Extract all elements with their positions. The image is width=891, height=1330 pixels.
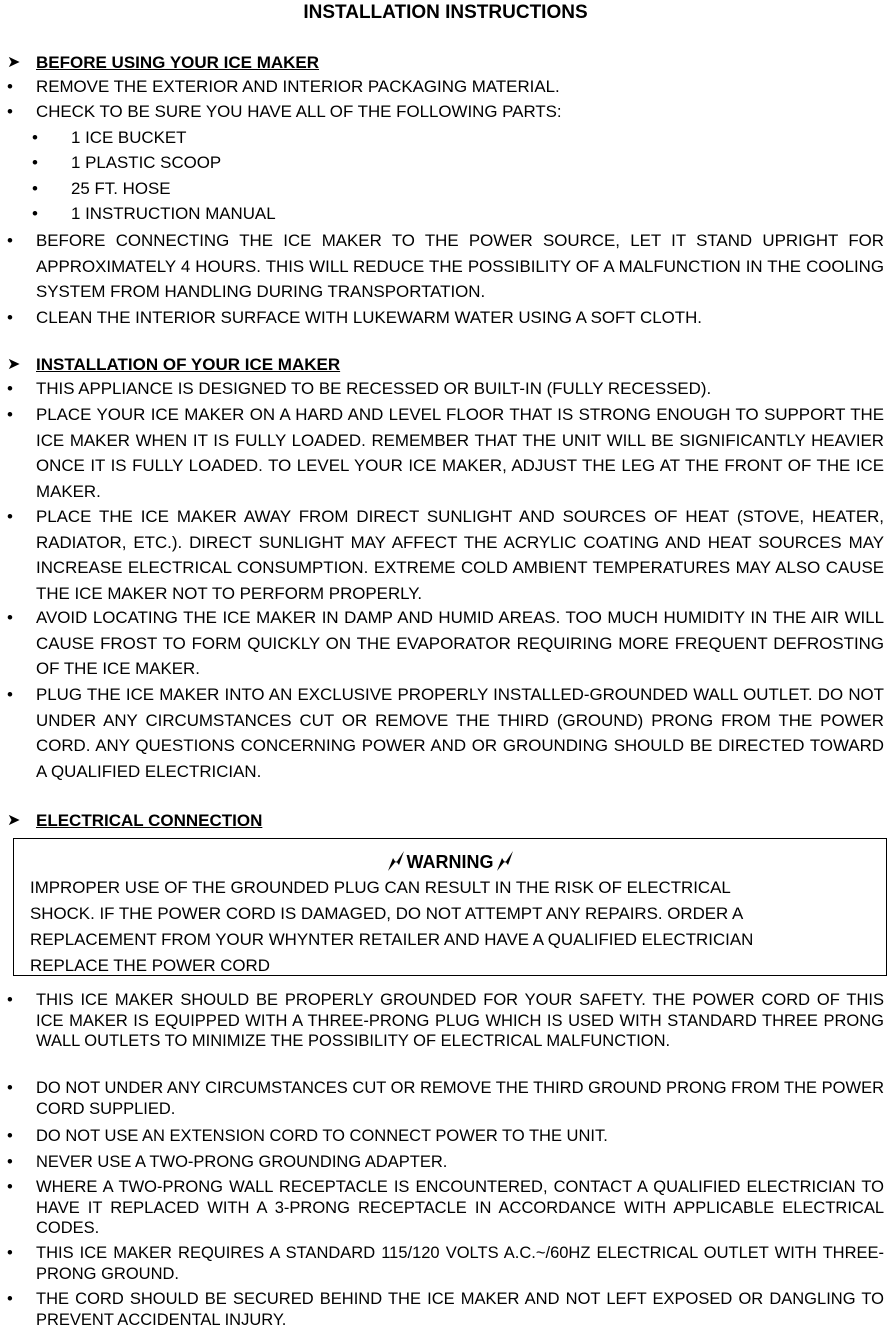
list-item: • THE CORD SHOULD BE SECURED BEHIND THE ICE MAKER AND NOT LEFT EXPOSED OR DANGLING TO PREVENT ACCIDENTAL INJURY. (7, 1290, 884, 1329)
section-heading: ELECTRICAL CONNECTION (36, 811, 263, 830)
page-title: INSTALLATION INSTRUCTIONS (303, 2, 588, 23)
section-heading: INSTALLATION OF YOUR ICE MAKER (36, 355, 341, 374)
arrow-bullet-icon: ➤ (7, 54, 21, 71)
section-heading: BEFORE USING YOUR ICE MAKER (36, 53, 320, 72)
list-item: • NEVER USE A TWO-PRONG GROUNDING ADAPTER. (7, 1153, 448, 1171)
list-item: • CHECK TO BE SURE YOU HAVE ALL OF THE FOLLOWING PARTS: (7, 102, 562, 121)
list-item: • CLEAN THE INTERIOR SURFACE WITH LUKEWARM WATER USING A SOFT CLOTH. (7, 308, 702, 327)
parts-list-item: • 25 FT. HOSE (32, 179, 171, 198)
list-item: • WHERE A TWO-PRONG WALL RECEPTACLE IS ENCOUNTERED, CONTACT A QUALIFIED ELECTRICIAN TO HAVE IT REPLACED WITH A 3-PRONG RECEPTACLE IN ACCORDANCE WITH APPLICABLE ELECTRICAL CODES. (7, 1178, 884, 1237)
lightning-icon (385, 849, 407, 873)
parts-list-item: • 1 PLASTIC SCOOP (32, 153, 222, 172)
list-item: • PLACE THE ICE MAKER AWAY FROM DIRECT SUNLIGHT AND SOURCES OF HEAT (STOVE, HEATER, RADIATOR, ETC.). DIRECT SUNLIGHT MAY AFFECT THE ACRYLIC COATING AND HEAT SOURCES MAY INCREASE ELECTRICAL CONSUMPTION. EXTREME COLD AMBIENT TEMPERATURES MAY ALSO CAUSE THE ICE MAKER NOT TO PERFORM PROPERLY. (7, 507, 884, 603)
list-item: • DO NOT USE AN EXTENSION CORD TO CONNECT POWER TO THE UNIT. (7, 1127, 608, 1145)
list-item: • THIS ICE MAKER REQUIRES A STANDARD 115/120 VOLTS A.C.~/60HZ ELECTRICAL OUTLET WITH THREE-PRONG GROUND. (7, 1244, 884, 1283)
parts-list-item: • 1 ICE BUCKET (32, 128, 187, 147)
lightning-icon (494, 849, 516, 873)
list-item: • BEFORE CONNECTING THE ICE MAKER TO THE POWER SOURCE, LET IT STAND UPRIGHT FOR APPROXIMATELY 4 HOURS. THIS WILL REDUCE THE POSSIBILITY OF A MALFUNCTION IN THE COOLING SYSTEM FROM HANDLING DURING TRANSPORTATION. (7, 231, 884, 302)
warning-text: IMPROPER USE OF THE GROUNDED PLUG CAN RESULT IN THE RISK OF ELECTRICAL SHOCK. IF THE POWER CORD IS DAMAGED, DO NOT ATTEMPT ANY REPAIRS. ORDER A REPLACEMENT FROM YOUR WHYNTER RETAILER AND HAVE A QUALIFIED ELECTRICIAN REPLACE THE POWER CORD (30, 878, 754, 975)
arrow-bullet-icon: ➤ (7, 356, 21, 373)
parts-list-item: • 1 INSTRUCTION MANUAL (32, 204, 276, 223)
list-item: • DO NOT UNDER ANY CIRCUMSTANCES CUT OR REMOVE THE THIRD GROUND PRONG FROM THE POWER CORD SUPPLIED. (7, 1079, 884, 1118)
list-item: • PLACE YOUR ICE MAKER ON A HARD AND LEVEL FLOOR THAT IS STRONG ENOUGH TO SUPPORT THE ICE MAKER WHEN IT IS FULLY LOADED. REMEMBER THAT THE UNIT WILL BE SIGNIFICANTLY HEAVIER ONCE IT IS FULLY LOADED. TO LEVEL YOUR ICE MAKER, ADJUST THE LEG AT THE FRONT OF THE ICE MAKER. (7, 405, 884, 501)
warning-title: WARNING (14, 849, 886, 874)
arrow-bullet-icon: ➤ (7, 812, 21, 829)
list-item: • THIS APPLIANCE IS DESIGNED TO BE RECESSED OR BUILT-IN (FULLY RECESSED). (7, 379, 712, 398)
list-item: • PLUG THE ICE MAKER INTO AN EXCLUSIVE PROPERLY INSTALLED-GROUNDED WALL OUTLET. DO NOT UNDER ANY CIRCUMSTANCES CUT OR REMOVE THE THIRD (GROUND) PRONG FROM THE POWER CORD. ANY QUESTIONS CONCERNING POWER AND OR GROUNDING SHOULD BE DIRECTED TOWARD A QUALIFIED ELECTRICIAN. (7, 685, 884, 781)
list-item: • REMOVE THE EXTERIOR AND INTERIOR PACKAGING MATERIAL. (7, 77, 560, 96)
list-item: • THIS ICE MAKER SHOULD BE PROPERLY GROUNDED FOR YOUR SAFETY. THE POWER CORD OF THIS ICE MAKER IS EQUIPPED WITH A THREE-PRONG PLUG WHICH IS USED WITH STANDARD THREE PRONG WALL OUTLETS TO MINIMIZE THE POSSIBILITY OF ELECTRICAL MALFUNCTION. (7, 991, 884, 1050)
list-item: • AVOID LOCATING THE ICE MAKER IN DAMP AND HUMID AREAS. TOO MUCH HUMIDITY IN THE AIR WILL CAUSE FROST TO FORM QUICKLY ON THE EVAPORATOR REQUIRING MORE FREQUENT DEFROSTING OF THE ICE MAKER. (7, 608, 884, 679)
warning-box (13, 838, 887, 976)
